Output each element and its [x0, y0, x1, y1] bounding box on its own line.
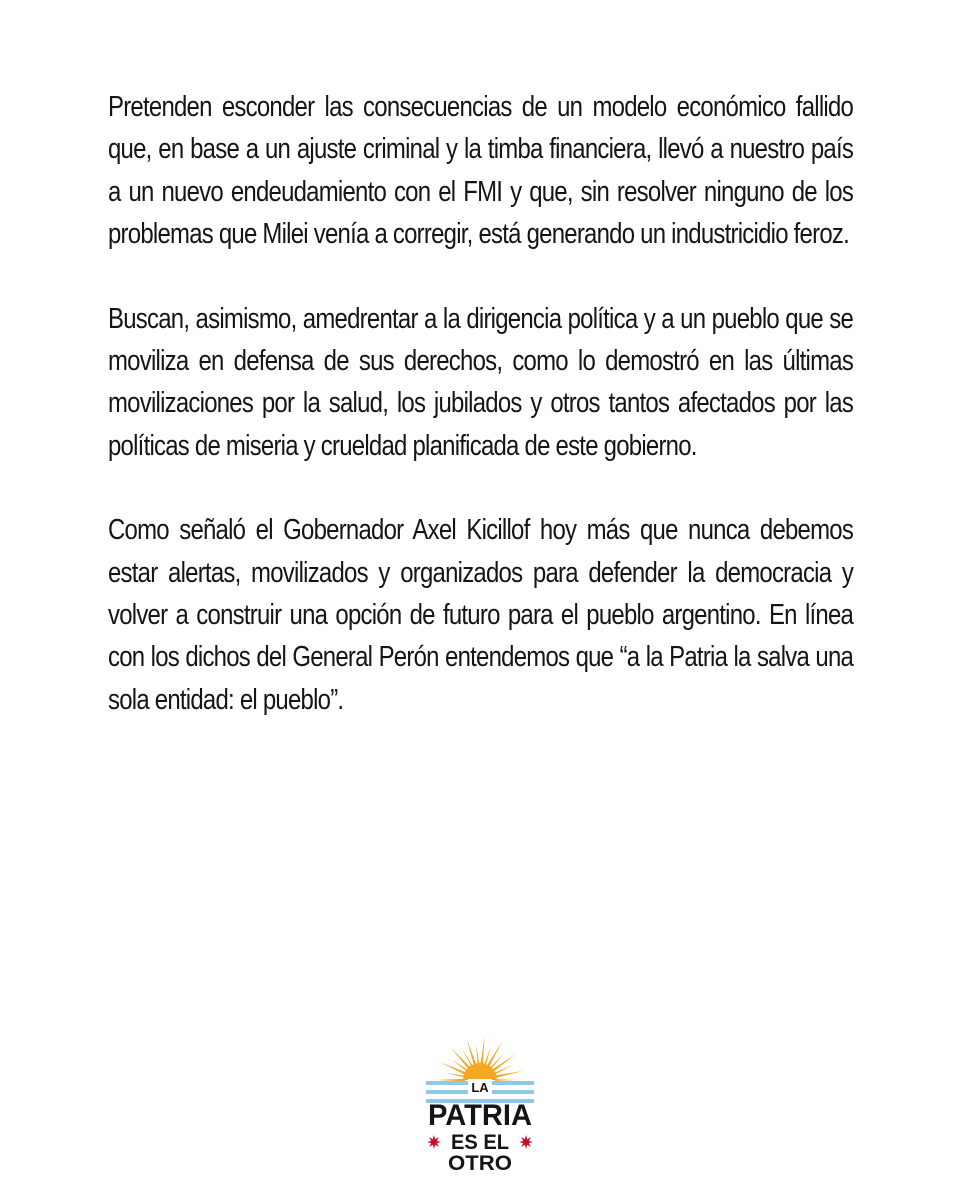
sun-ray [466, 1038, 476, 1066]
sun-ray [476, 1044, 479, 1065]
logo-text-patria: PATRIA [428, 1099, 532, 1132]
logo-text-otro: OTRO [448, 1152, 512, 1174]
paragraph-3: Como señaló el Gobernador Axel Kicillof hoy más que nunca debemos estar alertas, movilizados y organizados para defender la democracia y volver a construir una opción de futuro para el pueblo argentino. En línea con los dichos del General Perón entendemos que “a la Patria la salva una sola entidad: el pueblo”. [108, 514, 854, 716]
logo-text-la: LA [471, 1080, 489, 1095]
sun-of-may-icon [436, 1036, 523, 1081]
left-star-icon [427, 1135, 441, 1149]
sun-ray [440, 1062, 467, 1075]
paragraph-1: Pretenden esconder las consecuencias de un modelo económico fallido que, en base a un ajuste criminal y la timba financiera, llevó a nuestro país a un nuevo endeudamiento con el FMI y que, sin resolver ninguno de los problemas que Milei venía a corregir, está generando un industricidio feroz. [108, 91, 854, 251]
sun-ray [436, 1079, 465, 1082]
la-patria-es-el-otro-logo [420, 1024, 540, 1174]
sun-ray [462, 1049, 473, 1068]
logo-text-es-el: ES EL [451, 1131, 510, 1154]
statement-body [108, 86, 853, 763]
sun-ray [495, 1079, 516, 1081]
paragraph-2: Buscan, asimismo, amedrentar a la dirigencia política y a un pueblo que se moviliza en defensa de sus derechos, como lo demostró en las últimas movilizaciones por la salud, los jubilados y otros tantos afectados por las políticas de miseria y crueldad planificada de este gobierno. [108, 302, 854, 462]
right-star-icon [519, 1135, 533, 1149]
sun-ray [480, 1036, 484, 1065]
